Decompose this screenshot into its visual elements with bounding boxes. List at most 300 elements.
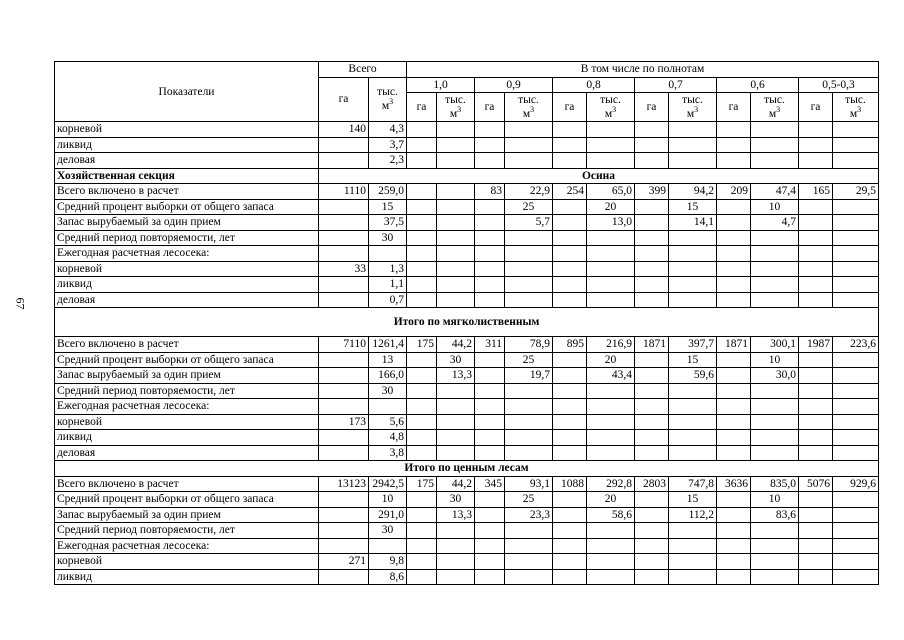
table-cell: 44,2: [437, 476, 475, 492]
table-cell: [475, 199, 505, 215]
table-cell: [669, 430, 717, 446]
table-cell: 175: [407, 476, 437, 492]
table-cell: [319, 383, 369, 399]
table-cell: [669, 554, 717, 570]
table-cell: 25: [505, 199, 553, 215]
table-cell: [799, 122, 833, 138]
total-title: Итого по мягколиственным: [55, 308, 879, 337]
section-row: [55, 168, 879, 184]
table-cell: 23,3: [505, 507, 553, 523]
row-label: ликвид: [55, 430, 319, 446]
row-label: корневой: [55, 261, 319, 277]
header-density: 0,5-0,3: [799, 77, 879, 93]
table-cell: [717, 292, 751, 308]
table-cell: [669, 414, 717, 430]
total-row: [55, 308, 879, 337]
table-cell: [833, 538, 879, 554]
table-cell: 259,0: [369, 184, 407, 200]
table-row: [55, 122, 879, 138]
table-cell: [799, 230, 833, 246]
table-cell: [833, 368, 879, 384]
table-cell: [475, 153, 505, 169]
table-cell: [553, 277, 587, 293]
header-density-ha: га: [635, 93, 669, 122]
table-cell: 3,7: [369, 137, 407, 153]
table-row: [55, 199, 879, 215]
table-cell: 140: [319, 122, 369, 138]
table-cell: 165: [799, 184, 833, 200]
table-cell: [669, 383, 717, 399]
table-cell: [833, 352, 879, 368]
table-cell: [635, 277, 669, 293]
table-cell: 292,8: [587, 476, 635, 492]
table-cell: 1261,4: [369, 337, 407, 353]
table-cell: [369, 399, 407, 415]
table-cell: [669, 137, 717, 153]
table-cell: 65,0: [587, 184, 635, 200]
table-cell: 83,6: [751, 507, 799, 523]
table-cell: [319, 399, 369, 415]
table-cell: [587, 122, 635, 138]
table-cell: [799, 261, 833, 277]
row-label: Средний период повторяемости, лет: [55, 523, 319, 539]
table-cell: [751, 383, 799, 399]
table-cell: [717, 414, 751, 430]
table-cell: [751, 430, 799, 446]
table-cell: [635, 230, 669, 246]
table-cell: [751, 292, 799, 308]
table-cell: [319, 246, 369, 262]
table-cell: [475, 292, 505, 308]
table-cell: [833, 153, 879, 169]
table-cell: [407, 399, 437, 415]
table-cell: [475, 137, 505, 153]
table-cell: [505, 383, 553, 399]
table-cell: [799, 523, 833, 539]
table-cell: [799, 137, 833, 153]
row-label: Средний процент выборки от общего запаса: [55, 199, 319, 215]
table-body: [55, 122, 879, 585]
table-cell: [407, 292, 437, 308]
table-cell: [407, 153, 437, 169]
table-cell: [717, 230, 751, 246]
table-cell: [553, 122, 587, 138]
table-cell: 20: [587, 352, 635, 368]
table-cell: [635, 538, 669, 554]
table-cell: [587, 137, 635, 153]
table-cell: 1871: [635, 337, 669, 353]
table-cell: [751, 277, 799, 293]
table-cell: 22,9: [505, 184, 553, 200]
table-cell: [437, 292, 475, 308]
table-cell: [635, 507, 669, 523]
table-cell: 291,0: [369, 507, 407, 523]
table-cell: 93,1: [505, 476, 553, 492]
table-cell: 835,0: [751, 476, 799, 492]
table-cell: [751, 230, 799, 246]
table-row: [55, 554, 879, 570]
table-cell: [553, 230, 587, 246]
row-label: Запас вырубаемый за один прием: [55, 215, 319, 231]
table-cell: [437, 277, 475, 293]
table-cell: 30: [369, 383, 407, 399]
table-cell: [437, 523, 475, 539]
row-label: деловая: [55, 445, 319, 461]
table-cell: [475, 215, 505, 231]
table-cell: 10: [751, 199, 799, 215]
row-label: ликвид: [55, 137, 319, 153]
table-cell: [799, 492, 833, 508]
table-cell: 58,6: [587, 507, 635, 523]
header-including: В том числе по полнотам: [407, 62, 879, 78]
table-cell: [669, 569, 717, 585]
table-cell: [635, 414, 669, 430]
table-cell: [407, 383, 437, 399]
table-cell: [833, 122, 879, 138]
table-cell: [553, 199, 587, 215]
table-cell: 895: [553, 337, 587, 353]
row-label: Всего включено в расчет: [55, 476, 319, 492]
table-cell: [669, 538, 717, 554]
table-cell: [587, 414, 635, 430]
table-row: [55, 445, 879, 461]
table-cell: 30: [437, 352, 475, 368]
table-cell: 78,9: [505, 337, 553, 353]
table-row: [55, 261, 879, 277]
table-cell: [553, 538, 587, 554]
table-row: [55, 215, 879, 231]
row-label: ликвид: [55, 569, 319, 585]
table-cell: [587, 569, 635, 585]
table-cell: [833, 523, 879, 539]
table-row: [55, 352, 879, 368]
table-cell: [505, 569, 553, 585]
table-cell: [717, 554, 751, 570]
header-density: 0,6: [717, 77, 799, 93]
table-cell: [475, 414, 505, 430]
table-cell: 3636: [717, 476, 751, 492]
table-cell: [475, 277, 505, 293]
table-cell: [587, 445, 635, 461]
table-cell: [799, 292, 833, 308]
row-label: деловая: [55, 292, 319, 308]
header-density-ha: га: [407, 93, 437, 122]
table-cell: [799, 277, 833, 293]
table-cell: [635, 368, 669, 384]
table-row: [55, 414, 879, 430]
table-cell: [553, 430, 587, 446]
table-cell: [635, 246, 669, 262]
table-cell: [407, 430, 437, 446]
table-cell: [833, 399, 879, 415]
table-cell: [437, 399, 475, 415]
table-cell: [635, 215, 669, 231]
table-cell: [799, 246, 833, 262]
table-cell: [717, 261, 751, 277]
table-cell: [437, 122, 475, 138]
table-row: [55, 184, 879, 200]
table-cell: [319, 153, 369, 169]
table-cell: [319, 199, 369, 215]
table-cell: [717, 399, 751, 415]
table-cell: [475, 383, 505, 399]
table-cell: [635, 199, 669, 215]
table-cell: 166,0: [369, 368, 407, 384]
table-cell: [553, 292, 587, 308]
table-cell: [553, 414, 587, 430]
table-cell: [833, 199, 879, 215]
table-cell: [319, 445, 369, 461]
table-row: [55, 246, 879, 262]
table-cell: [635, 523, 669, 539]
table-cell: [505, 246, 553, 262]
table-cell: [475, 569, 505, 585]
table-cell: [319, 523, 369, 539]
table-row: [55, 476, 879, 492]
table-cell: [717, 277, 751, 293]
table-cell: [319, 230, 369, 246]
table-cell: [751, 569, 799, 585]
table-cell: [635, 445, 669, 461]
table-cell: [669, 399, 717, 415]
table-cell: 13,3: [437, 507, 475, 523]
table-cell: [635, 153, 669, 169]
table-cell: [437, 230, 475, 246]
table-cell: [407, 215, 437, 231]
table-cell: [833, 554, 879, 570]
table-row: [55, 399, 879, 415]
table-header: [55, 62, 879, 122]
table-cell: [717, 538, 751, 554]
table-cell: [369, 538, 407, 554]
table-cell: [437, 153, 475, 169]
table-cell: [437, 215, 475, 231]
row-label: корневой: [55, 414, 319, 430]
table-cell: 112,2: [669, 507, 717, 523]
table-row: [55, 523, 879, 539]
table-cell: [475, 246, 505, 262]
table-cell: [751, 246, 799, 262]
table-cell: [505, 261, 553, 277]
table-cell: [717, 352, 751, 368]
table-cell: 8,6: [369, 569, 407, 585]
header-density-ha: га: [553, 93, 587, 122]
subtotal-title: Итого по ценным лесам: [55, 461, 879, 477]
table-cell: [751, 445, 799, 461]
table-cell: [553, 215, 587, 231]
subtotal-row: [55, 461, 879, 477]
table-cell: [407, 414, 437, 430]
table-cell: [799, 414, 833, 430]
table-cell: [553, 523, 587, 539]
table-cell: [833, 492, 879, 508]
table-cell: 5,7: [505, 215, 553, 231]
table-cell: [587, 383, 635, 399]
table-cell: 929,6: [833, 476, 879, 492]
table-cell: 216,9: [587, 337, 635, 353]
table-cell: [407, 261, 437, 277]
table-cell: 1987: [799, 337, 833, 353]
row-label: Средний процент выборки от общего запаса: [55, 492, 319, 508]
table-cell: [553, 261, 587, 277]
table-cell: [587, 153, 635, 169]
row-label: Всего включено в расчет: [55, 337, 319, 353]
table-cell: [587, 261, 635, 277]
table-cell: [319, 137, 369, 153]
header-density-volume: тыс. $м^3$: [833, 93, 879, 122]
table-row: [55, 153, 879, 169]
table-cell: [833, 414, 879, 430]
table-cell: [437, 538, 475, 554]
table-cell: 209: [717, 184, 751, 200]
table-cell: [751, 261, 799, 277]
row-label: Ежегодная расчетная лесосека:: [55, 246, 319, 262]
table-cell: [505, 538, 553, 554]
table-cell: [407, 569, 437, 585]
table-cell: [437, 569, 475, 585]
table-cell: 13: [369, 352, 407, 368]
table-cell: [587, 399, 635, 415]
table-cell: [505, 277, 553, 293]
table-cell: [587, 292, 635, 308]
table-cell: [319, 507, 369, 523]
table-cell: [407, 246, 437, 262]
table-cell: 29,5: [833, 184, 879, 200]
header-density-volume: тыс. $м^3$: [437, 93, 475, 122]
table-cell: 747,8: [669, 476, 717, 492]
table-cell: [505, 399, 553, 415]
table-cell: 2942,5: [369, 476, 407, 492]
table-row: [55, 538, 879, 554]
table-cell: 3,8: [369, 445, 407, 461]
table-cell: 30: [369, 523, 407, 539]
table-cell: [369, 246, 407, 262]
table-cell: [475, 538, 505, 554]
table-cell: [437, 199, 475, 215]
table-cell: 19,7: [505, 368, 553, 384]
table-cell: [437, 445, 475, 461]
table-cell: 13123: [319, 476, 369, 492]
table-cell: [751, 122, 799, 138]
table-cell: [833, 292, 879, 308]
row-label: Запас вырубаемый за один прием: [55, 507, 319, 523]
table-cell: [505, 153, 553, 169]
table-cell: [475, 507, 505, 523]
table-cell: [505, 414, 553, 430]
table-cell: [407, 277, 437, 293]
table-row: [55, 569, 879, 585]
table-cell: [717, 215, 751, 231]
table-cell: [475, 430, 505, 446]
table-cell: 254: [553, 184, 587, 200]
table-cell: [437, 137, 475, 153]
table-cell: [799, 554, 833, 570]
table-cell: [833, 230, 879, 246]
table-cell: [669, 445, 717, 461]
table-cell: 94,2: [669, 184, 717, 200]
table-cell: [833, 137, 879, 153]
table-cell: [505, 292, 553, 308]
table-cell: [407, 137, 437, 153]
table-cell: [505, 230, 553, 246]
header-indicators: Показатели: [55, 62, 319, 122]
table-cell: [505, 523, 553, 539]
table-cell: [669, 230, 717, 246]
table-row: [55, 492, 879, 508]
table-cell: 1088: [553, 476, 587, 492]
table-cell: [553, 383, 587, 399]
table-cell: [635, 569, 669, 585]
table-cell: 345: [475, 476, 505, 492]
table-cell: [475, 352, 505, 368]
table-cell: [319, 430, 369, 446]
row-label: Средний период повторяемости, лет: [55, 383, 319, 399]
table-cell: [833, 445, 879, 461]
table-cell: [587, 523, 635, 539]
table-cell: 2803: [635, 476, 669, 492]
table-cell: [553, 554, 587, 570]
table-cell: 59,6: [669, 368, 717, 384]
table-cell: [833, 277, 879, 293]
table-cell: [437, 554, 475, 570]
table-cell: 7110: [319, 337, 369, 353]
header-density-ha: га: [799, 93, 833, 122]
table-cell: [799, 569, 833, 585]
table-cell: [319, 368, 369, 384]
table-cell: 1,1: [369, 277, 407, 293]
table-cell: [437, 246, 475, 262]
table-cell: [437, 430, 475, 446]
table-cell: [717, 445, 751, 461]
header-density: 1,0: [407, 77, 475, 93]
table-cell: [635, 292, 669, 308]
table-cell: 10: [751, 352, 799, 368]
table-cell: 223,6: [833, 337, 879, 353]
table-cell: [799, 215, 833, 231]
table-cell: [669, 292, 717, 308]
table-cell: 1110: [319, 184, 369, 200]
table-cell: [717, 430, 751, 446]
table-cell: [669, 122, 717, 138]
row-label: корневой: [55, 554, 319, 570]
header-total: Всего: [319, 62, 407, 78]
table-cell: [587, 246, 635, 262]
table-cell: [751, 399, 799, 415]
table-cell: [717, 368, 751, 384]
table-cell: 15: [369, 199, 407, 215]
table-cell: [717, 153, 751, 169]
header-density-ha: га: [717, 93, 751, 122]
table-cell: [751, 538, 799, 554]
table-cell: [635, 492, 669, 508]
table-cell: 15: [669, 199, 717, 215]
table-cell: [407, 184, 437, 200]
table-cell: [407, 122, 437, 138]
table-row: [55, 137, 879, 153]
table-cell: [833, 430, 879, 446]
table-cell: [319, 292, 369, 308]
table-cell: 173: [319, 414, 369, 430]
table-cell: [319, 569, 369, 585]
table-row: [55, 230, 879, 246]
row-label: Средний период повторяемости, лет: [55, 230, 319, 246]
table-cell: [635, 554, 669, 570]
table-cell: [635, 430, 669, 446]
table-cell: 5076: [799, 476, 833, 492]
table-cell: [717, 523, 751, 539]
page-number: 67: [13, 297, 28, 310]
table-row: [55, 383, 879, 399]
